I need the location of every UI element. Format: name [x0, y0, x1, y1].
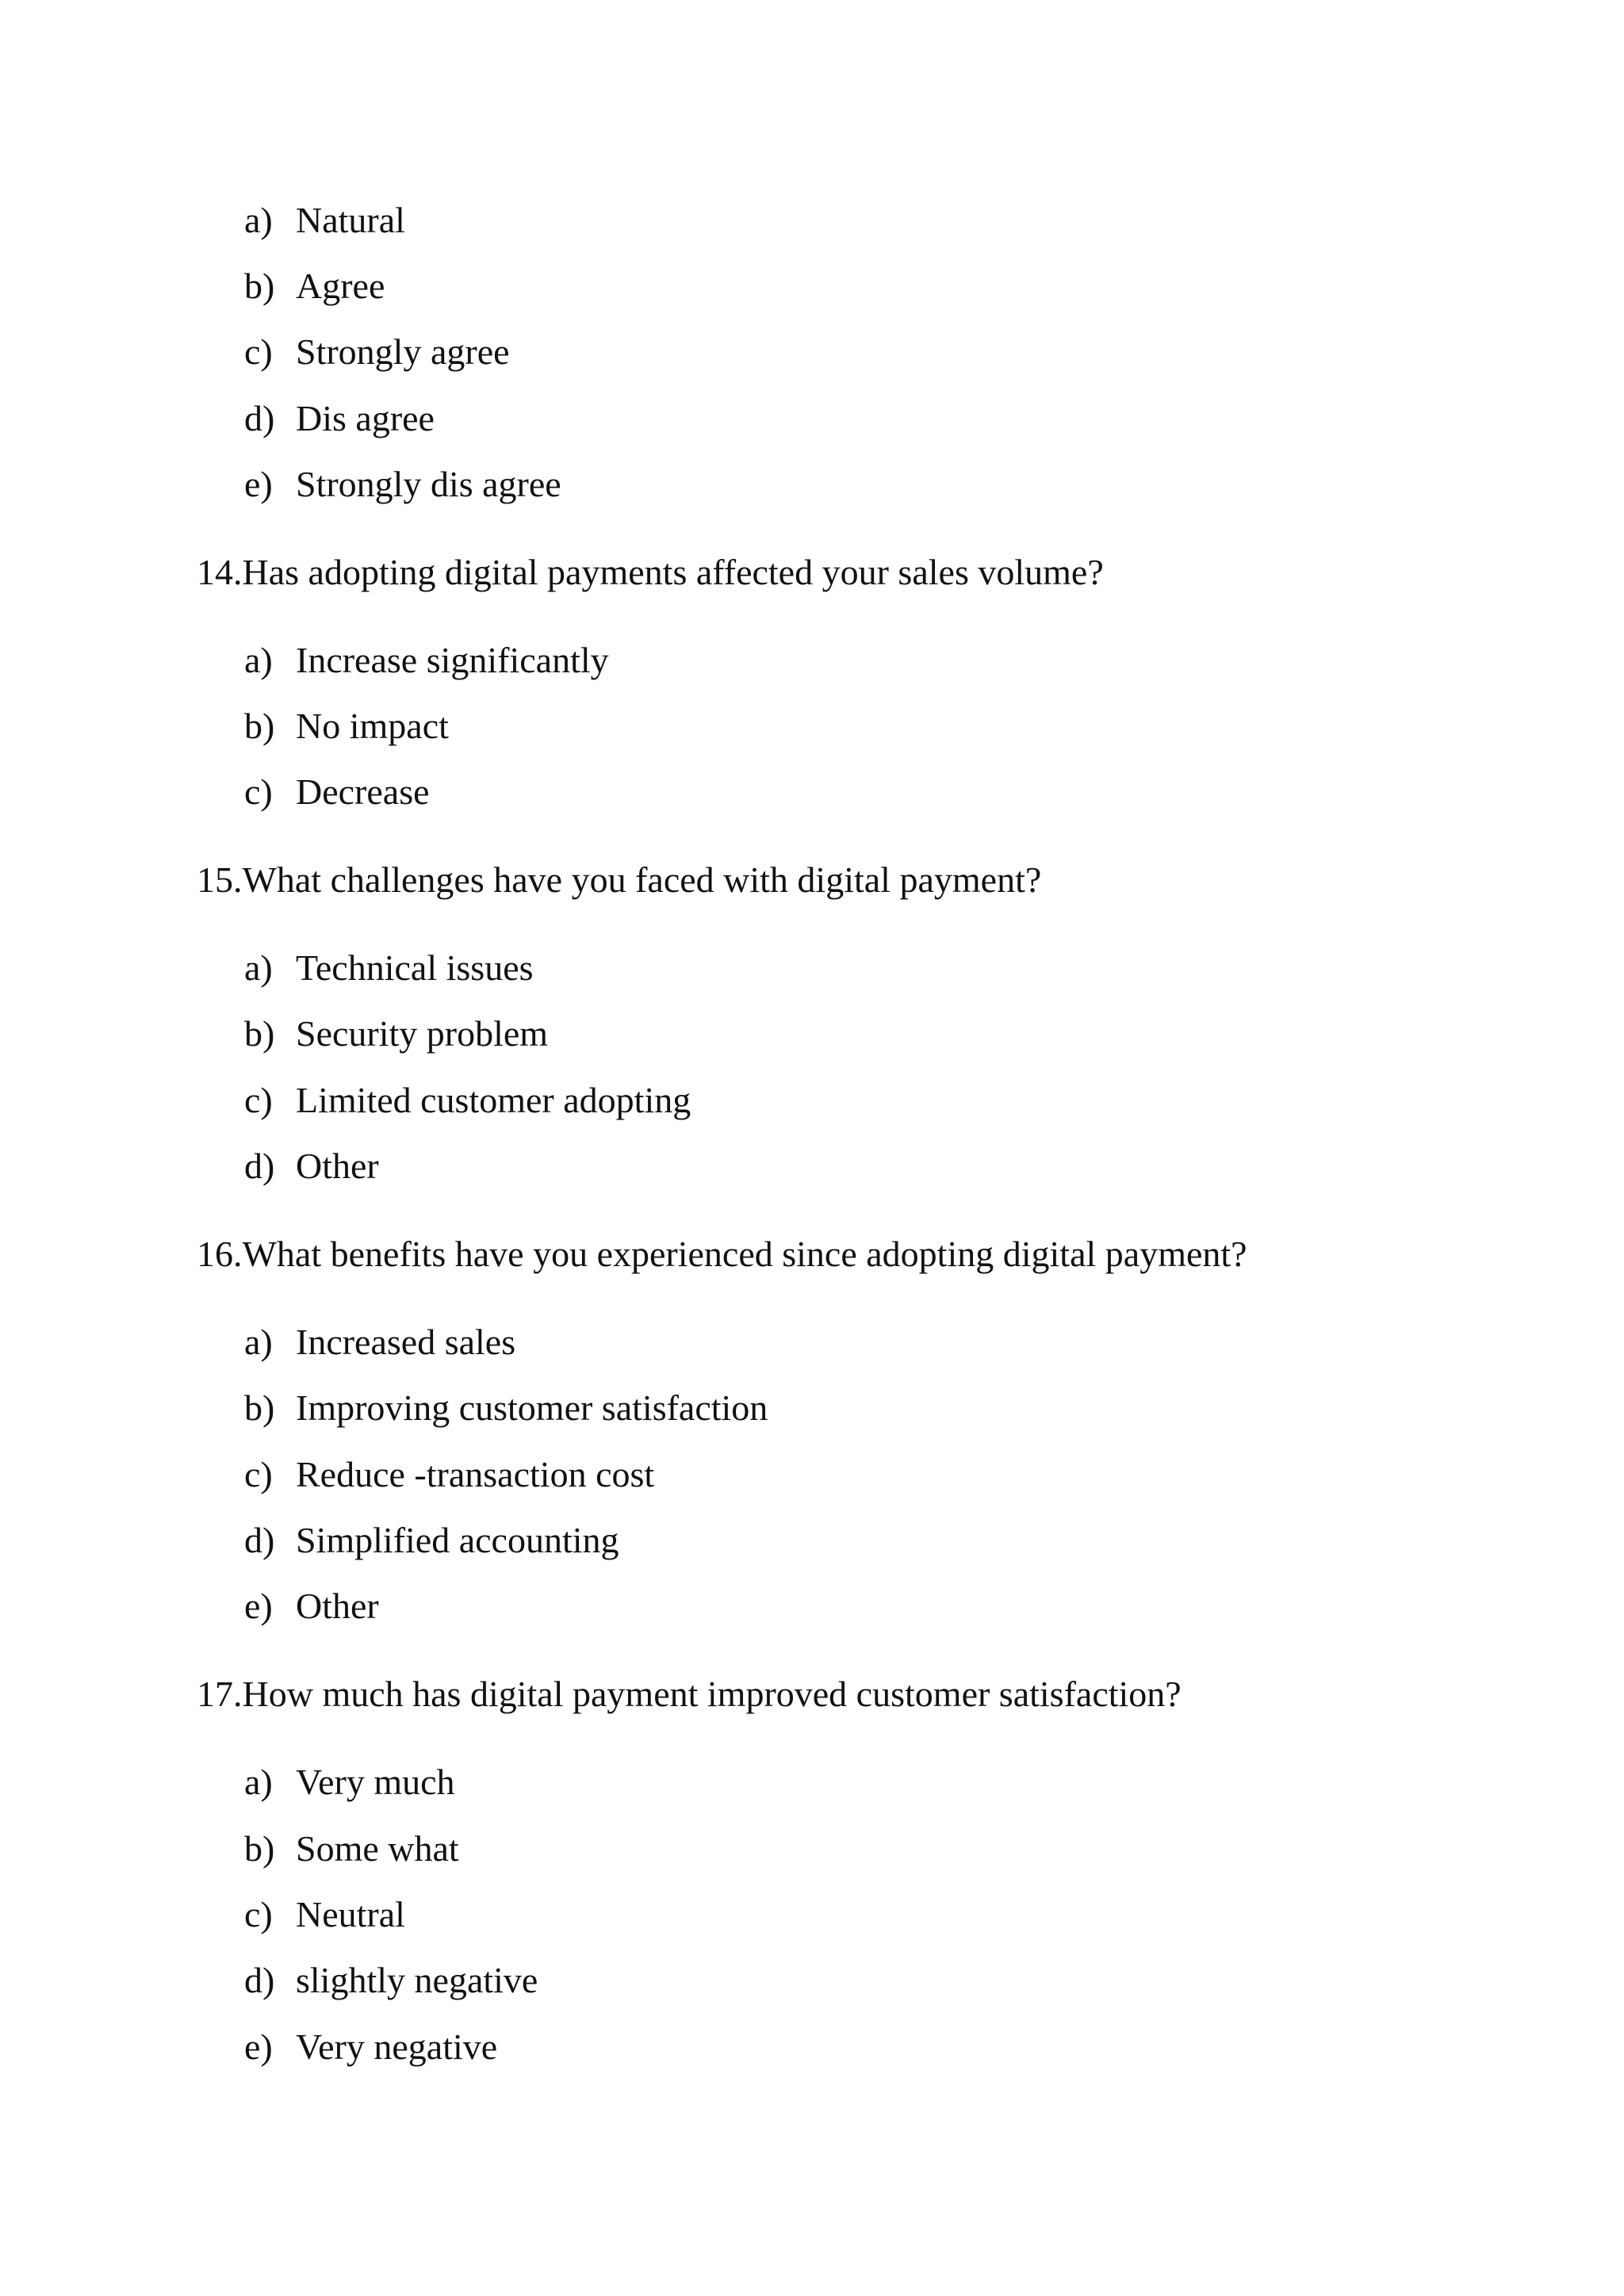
option-letter: a): [244, 1762, 273, 1802]
option-letter: a): [244, 1322, 273, 1362]
option-text: Agree: [296, 266, 385, 306]
option-letter: c): [244, 331, 273, 372]
option-text: Strongly dis agree: [296, 464, 561, 504]
option-letter: a): [244, 947, 273, 988]
question-heading: [197, 550, 1104, 595]
option-text: Dis agree: [296, 398, 435, 438]
option-letter: a): [244, 640, 273, 680]
question-number: 14.: [197, 552, 243, 592]
question-text: What benefits have you experienced since adopting digital payment?: [242, 1234, 1247, 1274]
option-text: Strongly agree: [296, 331, 510, 372]
option-letter: e): [244, 1586, 273, 1626]
option-letter: d): [244, 398, 275, 438]
option-text: Very much: [296, 1762, 455, 1802]
option-text: Security problem: [296, 1013, 549, 1054]
option-letter: b): [244, 266, 275, 306]
question-heading: [197, 1672, 1182, 1716]
question-text: What challenges have you faced with digital payment?: [242, 859, 1042, 900]
option-text: Increased sales: [296, 1322, 516, 1362]
option-letter: b): [244, 706, 275, 746]
option-text: Neutral: [296, 1894, 405, 1934]
option-text: Very negative: [296, 2026, 498, 2067]
option-text: Reduce -transaction cost: [296, 1454, 655, 1494]
option-letter: c): [244, 771, 273, 812]
question-number: 15.: [197, 859, 243, 900]
question-number: 17.: [197, 1674, 243, 1714]
option-letter: d): [244, 1520, 275, 1560]
option-text: No impact: [296, 706, 449, 746]
option-letter: d): [244, 1146, 275, 1186]
option-letter: c): [244, 1080, 273, 1120]
question-heading: [197, 858, 1041, 902]
option-text: slightly negative: [296, 1960, 538, 2000]
option-text: Improving customer satisfaction: [296, 1387, 768, 1428]
option-text: Increase significantly: [296, 640, 609, 680]
question-text: How much has digital payment improved customer satisfaction?: [242, 1674, 1182, 1714]
option-text: Some what: [296, 1828, 459, 1869]
option-letter: e): [244, 464, 273, 504]
option-letter: b): [244, 1013, 275, 1054]
option-letter: c): [244, 1454, 273, 1494]
option-letter: d): [244, 1960, 275, 2000]
option-letter: a): [244, 200, 273, 240]
option-text: Limited customer adopting: [296, 1080, 691, 1120]
option-text: Simplified accounting: [296, 1520, 619, 1560]
option-text: Other: [296, 1146, 379, 1186]
option-letter: b): [244, 1387, 275, 1428]
option-letter: b): [244, 1828, 275, 1869]
question-heading: [197, 1232, 1247, 1276]
option-text: Natural: [296, 200, 405, 240]
option-text: Other: [296, 1586, 379, 1626]
option-letter: c): [244, 1894, 273, 1934]
question-number: 16.: [197, 1234, 243, 1274]
option-text: Technical issues: [296, 947, 534, 988]
option-text: Decrease: [296, 771, 430, 812]
question-text: Has adopting digital payments affected your sales volume?: [242, 552, 1104, 592]
option-letter: e): [244, 2026, 273, 2067]
